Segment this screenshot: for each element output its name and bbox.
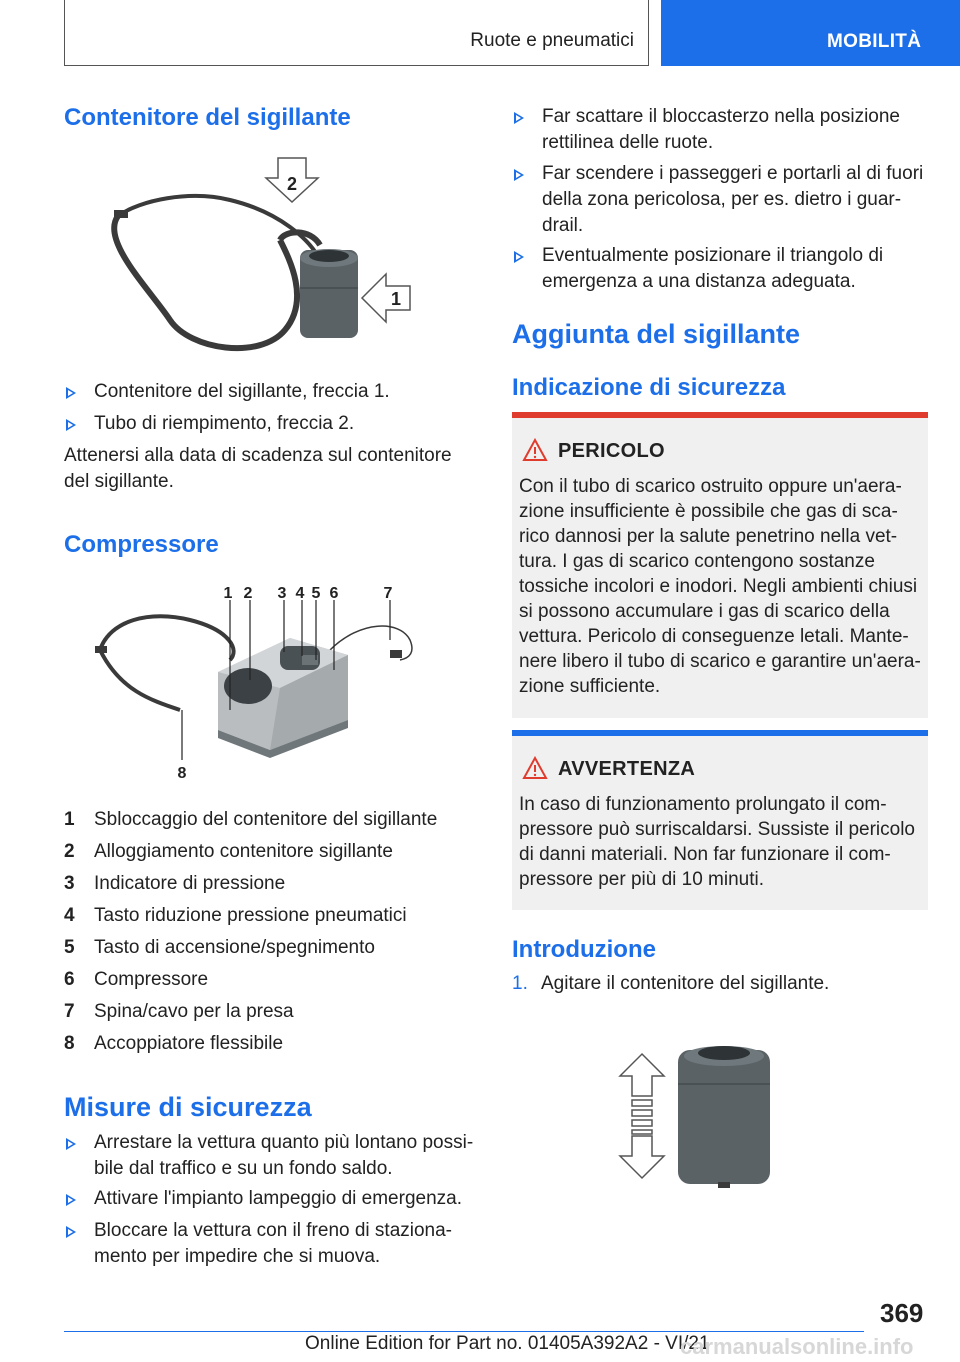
warning-bar bbox=[512, 730, 928, 736]
bullet-triangle-icon bbox=[66, 419, 76, 431]
compressor-label-5: 5 bbox=[311, 585, 321, 602]
sealant-note: Attenersi alla data di scadenza sul contenitore del sigillante. bbox=[64, 445, 452, 492]
header-chapter-tab[interactable] bbox=[661, 0, 960, 66]
header-section-box bbox=[64, 0, 649, 66]
warning-box bbox=[512, 730, 928, 910]
safety-measures-heading: Misure di sicurezza bbox=[64, 1092, 312, 1122]
bullet-triangle-icon bbox=[66, 1138, 76, 1150]
bullet-triangle-icon bbox=[514, 169, 524, 181]
bullet-triangle-icon bbox=[66, 1194, 76, 1206]
caution-triangle-icon bbox=[522, 756, 548, 780]
right-bullet-3: Eventualmente posizionare il triangolo di emergenza a una distanza adeguata. bbox=[512, 243, 932, 295]
compressor-label-1: 1 bbox=[223, 585, 233, 602]
compressor-label-2: 2 bbox=[243, 585, 253, 602]
compressor-label-4: 4 bbox=[295, 585, 305, 602]
introduction-heading: Introduzione bbox=[512, 936, 656, 963]
danger-title: PERICOLO bbox=[558, 440, 665, 462]
footer-rule bbox=[64, 1331, 864, 1332]
compressor-label-3: 3 bbox=[277, 585, 287, 602]
compressor-heading: Compressore bbox=[64, 531, 219, 558]
sealant-label-2: 2 bbox=[286, 174, 298, 194]
sealant-heading: Contenitore del sigillante bbox=[64, 104, 351, 131]
bullet-triangle-icon bbox=[514, 251, 524, 263]
danger-box bbox=[512, 412, 928, 718]
add-sealant-heading: Aggiunta del sigillante bbox=[512, 319, 801, 349]
bullet-triangle-icon bbox=[66, 1226, 76, 1238]
safety-bullet-1: Arrestare la vettura quanto più lontano possi- bile dal traffico e su un fondo saldo. bbox=[64, 1130, 484, 1182]
compressor-label-8: 8 bbox=[177, 765, 187, 780]
bullet-triangle-icon bbox=[66, 387, 76, 399]
safety-bullet-2: Attivare l'impianto lampeggio di emergenza. bbox=[64, 1186, 484, 1212]
compressor-figure bbox=[90, 580, 420, 780]
right-bullet-2: Far scendere i passeggeri e portarli al di fuori della zona pericolosa, per es. dietro i guar- drail. bbox=[512, 161, 932, 239]
shake-bottle-figure bbox=[610, 1040, 780, 1200]
warning-triangle-icon bbox=[522, 438, 548, 462]
warning-text: In caso di funzionamento prolungato il com- pressore può surriscaldarsi. Sussiste il pericolo di danni materiali. Non far funzionare il com- pressore per più di 10 minuti. bbox=[519, 794, 915, 890]
sealant-bullet-2: Tubo di riempimento, freccia 2. bbox=[64, 411, 474, 437]
safety-info-heading: Indicazione di sicurezza bbox=[512, 374, 786, 401]
right-bullet-1: Far scattare il bloccasterzo nella posizione rettilinea delle ruote. bbox=[512, 104, 932, 156]
footer-edition: Online Edition for Part no. 01405A392A2 - VI/21 bbox=[305, 1333, 710, 1354]
sealant-bottle-figure bbox=[110, 150, 420, 365]
warning-title: AVVERTENZA bbox=[558, 758, 696, 780]
page-number: 369 bbox=[880, 1298, 924, 1328]
sealant-bullet-1: Contenitore del sigillante, freccia 1. bbox=[64, 379, 474, 405]
danger-text: Con il tubo di scarico ostruito oppure un'aera- zione insufficiente è possibile che gas di sca- rico dannosi per la salute penetrino nella vet- tura. I gas di scarico contengono sostanze tossiche incolori e inodori. Negli ambienti chiusi si possono accumulare i gas di scarico della vettura. Pericolo di conseguenze letali. Mante- nere libero il tubo di scarico e garantire un'aera- zione sufficiente. bbox=[519, 476, 921, 697]
safety-bullet-3: Bloccare la vettura con il freno di staziona- mento per impedire che si muova. bbox=[64, 1218, 484, 1270]
header-chapter-title: MOBILITÀ bbox=[827, 31, 922, 52]
watermark-text: carmanualsonline.info bbox=[680, 1334, 914, 1359]
compressor-label-7: 7 bbox=[383, 585, 393, 602]
header-section-title: Ruote e pneumatici bbox=[470, 30, 634, 51]
bullet-triangle-icon bbox=[514, 112, 524, 124]
danger-bar bbox=[512, 412, 928, 418]
sealant-label-1: 1 bbox=[390, 289, 402, 309]
compressor-label-6: 6 bbox=[329, 585, 339, 602]
